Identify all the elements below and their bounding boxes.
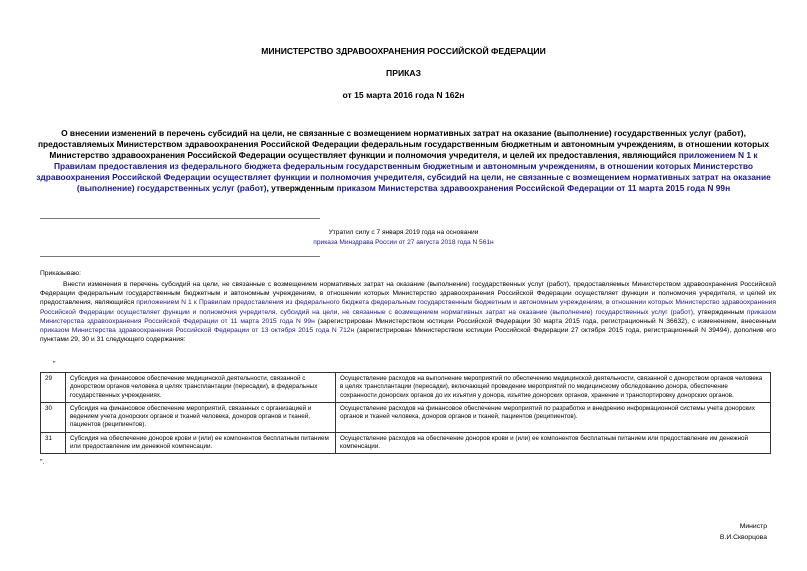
row-number: 31 <box>41 432 66 454</box>
ministry-heading: МИНИСТЕРСТВО ЗДРАВООХРАНЕНИЯ РОССИЙСКОЙ ФЕДЕРАЦИИ <box>261 46 546 56</box>
doc-type-heading: ПРИКАЗ <box>386 68 421 78</box>
title-text-1: О внесении изменений в перечень субсидий на цели, не связанные с возмещением нормативных затрат на оказание (выполнение) государственных услуг (работ), предоставляемых Министерством здравоохранения Российской Федерации федеральным государственным бюджетным и автономным учреждениям, в отношении которых Министерство здравоохранения Российской Федерации осуществляет функции и полномочия учредителя, и целей их предоставления, являющийся <box>37 128 770 160</box>
para-text-4: (зарегистрирован Министерством юстиции Российской Федерации 27 октября 2015 года, регистрационный N 39494), дополнив его пунктами 29, 30 и 31 следующего содержания: <box>40 327 776 344</box>
title-text-2: , утвержденным <box>266 182 337 193</box>
para-link-appendix[interactable]: приложением N 1 к Правилам предоставления из федерального бюджета федеральным государственным бюджетным и автономным учреждениям, в отношении которых Министерство здравоохранения Российской Федерации осуществляет функции и полномочия учредителя, субсидий на цели, не связанные с возмещением нормативных затрат на оказание (выполнение) государственных услуг (работ) <box>40 299 776 316</box>
doc-date-number: от 15 марта 2016 года N 162н <box>342 90 465 100</box>
divider-top <box>40 218 320 219</box>
lost-force-link[interactable]: приказа Минздрава России от 27 августа 2018 года N 561н <box>313 239 494 246</box>
prikazyvayu-label: Приказываю: <box>40 270 81 277</box>
signature-name: В.И.Скворцова <box>719 534 767 541</box>
row-subsidy: Субсидия на финансовое обеспечение мероприятий, связанных с организацией и ведением учета донорских органов и тканей человека, доноров органов и тканей, пациентов (реципиентов). <box>66 402 336 432</box>
closing-quote: ". <box>40 459 45 466</box>
row-number: 29 <box>41 373 66 403</box>
row-subsidy: Субсидия на обеспечение доноров крови и (или) ее компонентов бесплатным питанием или предоставление им денежной компенсации. <box>66 432 336 454</box>
document-title <box>36 128 771 193</box>
table-row <box>41 373 771 403</box>
title-link-order-99n[interactable]: приказом Министерства здравоохранения Российской Федерации от 11 марта 2015 года N 99н <box>336 182 731 193</box>
main-paragraph <box>40 280 776 344</box>
row-purpose: Осуществление расходов на обеспечение доноров крови и (или) ее компонентов бесплатным питанием или предоставление им денежной компенсации. <box>336 432 771 454</box>
table-row <box>41 432 771 454</box>
lost-force-note: Утратил силу с 7 января 2019 года на основании <box>328 229 479 236</box>
para-text-2: , утвержденным <box>692 308 747 316</box>
row-number: 30 <box>41 402 66 432</box>
title-link-appendix[interactable]: приложением N 1 к Правилам предоставления из федерального бюджета федеральным государственным бюджетным и автономным учреждениям, в отношении которых Министерство здравоохранения Российской Федерации осуществляет функции и полномочия учредителя, субсидий на цели, не связанные с возмещением нормативных затрат на оказание (выполнение) государственных услуг (работ) <box>36 149 771 193</box>
row-subsidy: Субсидия на финансовое обеспечение медицинской деятельности, связанной с донорством органов человека в целях трансплантации (пересадки), в федеральных государственных учреждениях. <box>66 373 336 403</box>
row-purpose: Осуществление расходов на финансовое обеспечение мероприятий по разработке и внедрению информационной системы учета донорских органов и тканей человека, доноров органов и тканей, пациентов (реципиентов). <box>336 402 771 432</box>
signature-role: Министр <box>739 523 767 530</box>
row-purpose: Осуществление расходов на выполнение мероприятий по обеспечению медицинской деятельности, связанной с донорством органов человека в целях трансплантации (пересадки), включающей проведение мероприятий по медицинскому обследованию донора, обеспечение сохранности донорских органов до их изъятия у донора, изъятие донорских органов, хранение и транспортировку донорских органов. <box>336 373 771 403</box>
para-link-order-99n[interactable]: приказом Министерства здравоохранения Российской Федерации от 11 марта 2015 года N 99н <box>40 308 776 325</box>
para-link-order-712n[interactable]: приказом Министерства здравоохранения Российской Федерации от 13 октября 2015 года N 712н <box>40 327 355 335</box>
table-row <box>41 402 771 432</box>
divider-bottom <box>40 256 320 257</box>
opening-quote: " <box>53 361 56 368</box>
para-text-1: Внести изменения в перечень субсидий на цели, не связанные с возмещением нормативных затрат на оказание (выполнение) государственных услуг (работ), предоставляемых Министерством здравоохранения Российской Федерации федеральным государственным бюджетным и автономным учреждениям, в отношении которых Министерство здравоохранения Российской Федерации осуществляет функции и полномочия учредителя, и целей их предоставления, являющийся <box>40 281 776 307</box>
subsidy-table <box>40 372 771 454</box>
para-text-3: (зарегистрирован Министерством юстиции Российской Федерации 30 марта 2015 года, регистрационный N 36632), с изменением, внесенным <box>314 317 776 325</box>
